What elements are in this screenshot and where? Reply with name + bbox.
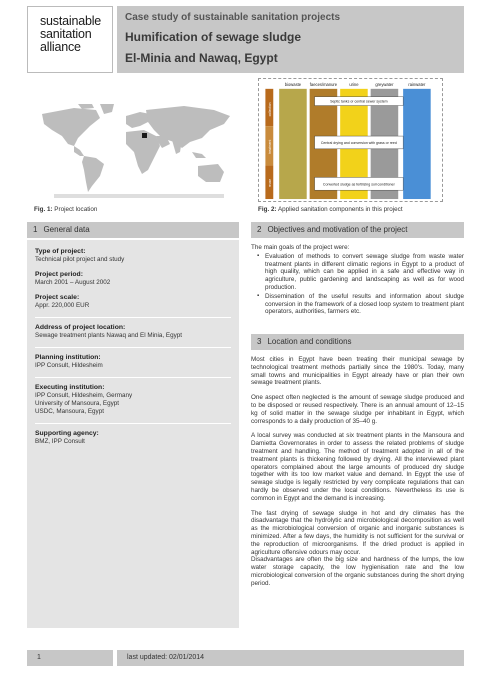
general-item-label: Executing institution: (35, 384, 105, 391)
general-item-label: Supporting agency: (35, 430, 99, 437)
general-data-panel (27, 240, 239, 628)
figure-1-label: Fig. 1: (34, 206, 53, 213)
row-label-collection: collection (267, 102, 272, 117)
paragraph: One aspect often neglected is the amount of sewage sludge produced and to be disposed or reused respectively. There is an annual amount of 12–15 kg of solid matter in the sewage sludge per inhabitant in Egypt, which corresponds to a daily production of 35–40 g. (251, 394, 464, 425)
component-text-reuse: Converted sludge as fertilizing soil conditioner (322, 182, 395, 187)
general-item (35, 430, 231, 446)
section-3-heading (251, 334, 464, 350)
page-location: El-Minia and Nawaq, Egypt (125, 51, 278, 65)
general-item (35, 271, 231, 287)
list-item: ▪ Evaluation of methods to convert sewage sludge from waste water treatment plants in different climatic regions in Egypt to a product of high quality, which can be applied in a safe and effective way in agriculture, public gardening and landscaping as well as for wood production. (259, 253, 464, 292)
figure-1-caption (34, 206, 97, 213)
component-text-collection: Septic tanks or central sewer system (330, 99, 388, 104)
column-header-greywater: greywater (375, 81, 394, 87)
paragraph: Disadvantages are often the big size and hardness of the lumps, the low water storage capacity, the low hygienisation rate and the low microbiological conversion of the organic substances during the short drying period. (251, 556, 464, 587)
general-item (35, 248, 231, 264)
header-band (117, 6, 464, 73)
general-item (35, 354, 231, 370)
section-title: Objectives and motivation of the project (267, 225, 408, 234)
general-item-label: Project period: (35, 271, 83, 278)
page-number: 1 (27, 650, 113, 666)
divider (35, 377, 231, 378)
general-item-value: March 2001 – August 2002 (35, 279, 111, 286)
column-header-urine: urine (349, 81, 359, 87)
logo-line: alliance (40, 40, 81, 54)
general-item-label: Address of project location: (35, 324, 126, 331)
paragraph: Most cities in Egypt have been treating their municipal sewage by technological treatment methods partially since the 1980's. Today, many small towns and municipalities in Egypt already have or plan their own sewage treatment plants. (251, 356, 464, 387)
component-text-treatment: Central drying and conversion with grass or reed (320, 140, 397, 145)
divider (35, 347, 231, 348)
column-rainwater (403, 89, 431, 199)
logo-line: sustainable (40, 14, 102, 28)
general-item-label: Planning institution: (35, 354, 101, 361)
last-updated: last updated: 02/01/2014 (117, 650, 464, 666)
general-item-value: IPP Consult, Hildesheim, Germany University of Mansoura, Egypt USDC, Mansoura, Egypt (35, 392, 133, 415)
objectives-intro: The main goals of the project were: (251, 244, 350, 251)
logo-text (40, 15, 101, 54)
general-item-label: Project scale: (35, 294, 80, 301)
paragraph: The fast drying of sewage sludge in hot and dry climates has the disadvantage that the hydrolytic and microbiological decomposition as well as the microbiological conversion of organic and inorganic substances is minimized. After a few days, the humidity is not sufficient for the survival or the reproduction of microorganisms. If the dried product is applied in agriculture offensive odours may occur. (251, 509, 464, 556)
general-item-value: BMZ, IPP Consult (35, 438, 85, 445)
column-biowaste (279, 89, 307, 199)
egypt-marker (142, 133, 147, 138)
general-item-value: Appr. 220,000 EUR (35, 302, 90, 309)
general-item-value: IPP Consult, Hildesheim (35, 362, 103, 369)
section-1-heading (27, 222, 239, 238)
section-title: General data (43, 225, 90, 234)
section-number: 3 (257, 337, 262, 346)
figure-1-text: Project location (54, 206, 98, 213)
divider (35, 317, 231, 318)
objectives-body (251, 244, 464, 317)
figure-2-text: Applied sanitation components in this project (277, 206, 403, 213)
section-number: 2 (257, 225, 262, 234)
figure-2-caption (258, 206, 403, 213)
general-item (35, 294, 231, 310)
location-body (251, 356, 464, 595)
page-header (27, 6, 464, 73)
objectives-list (251, 253, 464, 316)
logo-line: sanitation (40, 27, 92, 41)
section-number: 1 (33, 225, 38, 234)
list-item: ▪ Dissemination of the useful results and information about sludge conversion in the framework of a closed loop system to treatment plant operators, authorities, farmers etc. (259, 293, 464, 316)
section-title: Location and conditions (267, 337, 352, 346)
general-item-label: Type of project: (35, 248, 86, 255)
general-item (35, 324, 231, 340)
figure-2-label: Fig. 2: (258, 206, 277, 213)
general-item-value: Sewage treatment plants Nawaq and El Minia, Egypt (35, 332, 183, 339)
general-item (35, 384, 231, 416)
sanitation-diagram (258, 78, 443, 202)
row-label-reuse: reuse (267, 178, 272, 188)
column-header-biowaste: biowaste (284, 81, 302, 87)
logo (27, 6, 113, 73)
world-map (34, 102, 240, 198)
column-header-faeces: faeces/manure (309, 81, 338, 87)
row-label-treatment: treatment (267, 139, 272, 154)
header-subtitle: Case study of sustainable sanitation projects (125, 12, 341, 23)
general-item-value: Technical pilot project and study (35, 256, 125, 263)
paragraph: A local survey was conducted at six treatment plants in the Mansoura and Damietta Governorates in order to assess the related problems of sludge treatment and handling. The method of treatment adopted in all of the treatment plants is thickening followed by drying. All the interviewed plant operators complained about the large amounts of produced dry sludge together with its too low market value and demand. In Egypt the use of sewage sludge is legally restricted by very complicate regulations that can hardly be observed under the local conditions. Nevertheless its use is common in Egypt and the demand is increasing. (251, 432, 464, 502)
column-header-rainwater: rainwater (408, 81, 426, 87)
page-title: Humification of sewage sludge (125, 30, 302, 44)
section-2-heading (251, 222, 464, 238)
divider (35, 423, 231, 424)
